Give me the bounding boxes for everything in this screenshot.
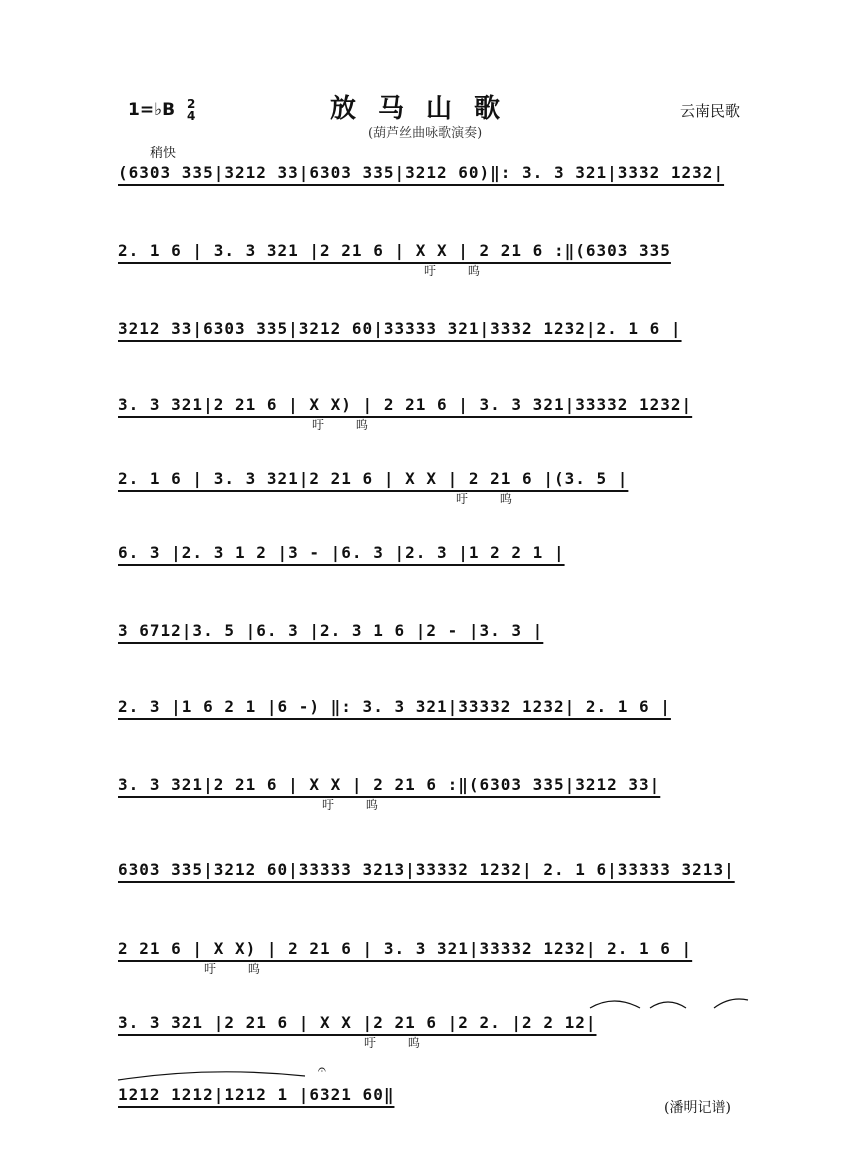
score-row-12: 3. 3 321 |2 21 6 | X X |2 21 6 |2 2. |2 2 12| bbox=[118, 1013, 597, 1032]
lyric-1: 吁 呜 bbox=[424, 264, 494, 278]
score-row-6: 6. 3 |2. 3 1 2 |3 - |6. 3 |2. 3 |1 2 2 1 | bbox=[118, 543, 565, 562]
page-subtitle: (葫芦丝曲咏歌演奏) bbox=[368, 126, 483, 141]
time-bottom: 4 bbox=[186, 109, 196, 123]
transcriber-credit: (潘明记谱) bbox=[664, 1100, 731, 1116]
score-row-5: 2. 1 6 | 3. 3 321|2 21 6 | X X | 2 21 6 |(3. 5 | bbox=[118, 469, 629, 488]
score-row-2: 2. 1 6 | 3. 3 321 |2 21 6 | X X | 2 21 6 :‖(6303 335 bbox=[118, 241, 671, 260]
score-row-9: 3. 3 321|2 21 6 | X X | 2 21 6 :‖(6303 335|3212 33| bbox=[118, 775, 661, 794]
score-row-11: 2 21 6 | X X) | 2 21 6 | 3. 3 321|33332 1232| 2. 1 6 | bbox=[118, 939, 693, 958]
score-row-4: 3. 3 321|2 21 6 | X X) | 2 21 6 | 3. 3 321|33332 1232| bbox=[118, 395, 693, 414]
lyric-3: 吁 呜 bbox=[456, 492, 526, 506]
score-row-8: 2. 3 |1 6 2 1 |6 -) ‖: 3. 3 321|33332 1232| 2. 1 6 | bbox=[118, 697, 671, 716]
lyric-2: 吁 呜 bbox=[312, 418, 382, 432]
key-label: 1=♭B bbox=[128, 100, 176, 120]
page-title: 放马山歌 bbox=[330, 94, 523, 124]
score-row-7: 3 6712|3. 5 |6. 3 |2. 3 1 6 |2 - |3. 3 | bbox=[118, 621, 544, 640]
tempo-marking: 稍快 bbox=[150, 146, 177, 161]
score-row-10: 6303 335|3212 60|33333 3213|33332 1232| 2. 1 6|33333 3213| bbox=[118, 860, 735, 879]
lyric-6: 吁 呜 bbox=[364, 1036, 434, 1050]
song-origin: 云南民歌 bbox=[680, 102, 741, 120]
lyric-4: 吁 呜 bbox=[322, 798, 392, 812]
time-top: 2 bbox=[186, 97, 196, 111]
lyric-5: 吁 呜 bbox=[204, 962, 274, 976]
score-row-13: 1212 1212|1212 1 |6321 60‖ bbox=[118, 1085, 395, 1104]
score-row-1: (6303 335|3212 33|6303 335|3212 60)‖: 3. 3 321|3332 1232| bbox=[118, 163, 725, 182]
fermata-icon: 𝄐 bbox=[318, 1062, 326, 1078]
score-row-3: 3212 33|6303 335|3212 60|33333 321|3332 1232|2. 1 6 | bbox=[118, 319, 682, 338]
